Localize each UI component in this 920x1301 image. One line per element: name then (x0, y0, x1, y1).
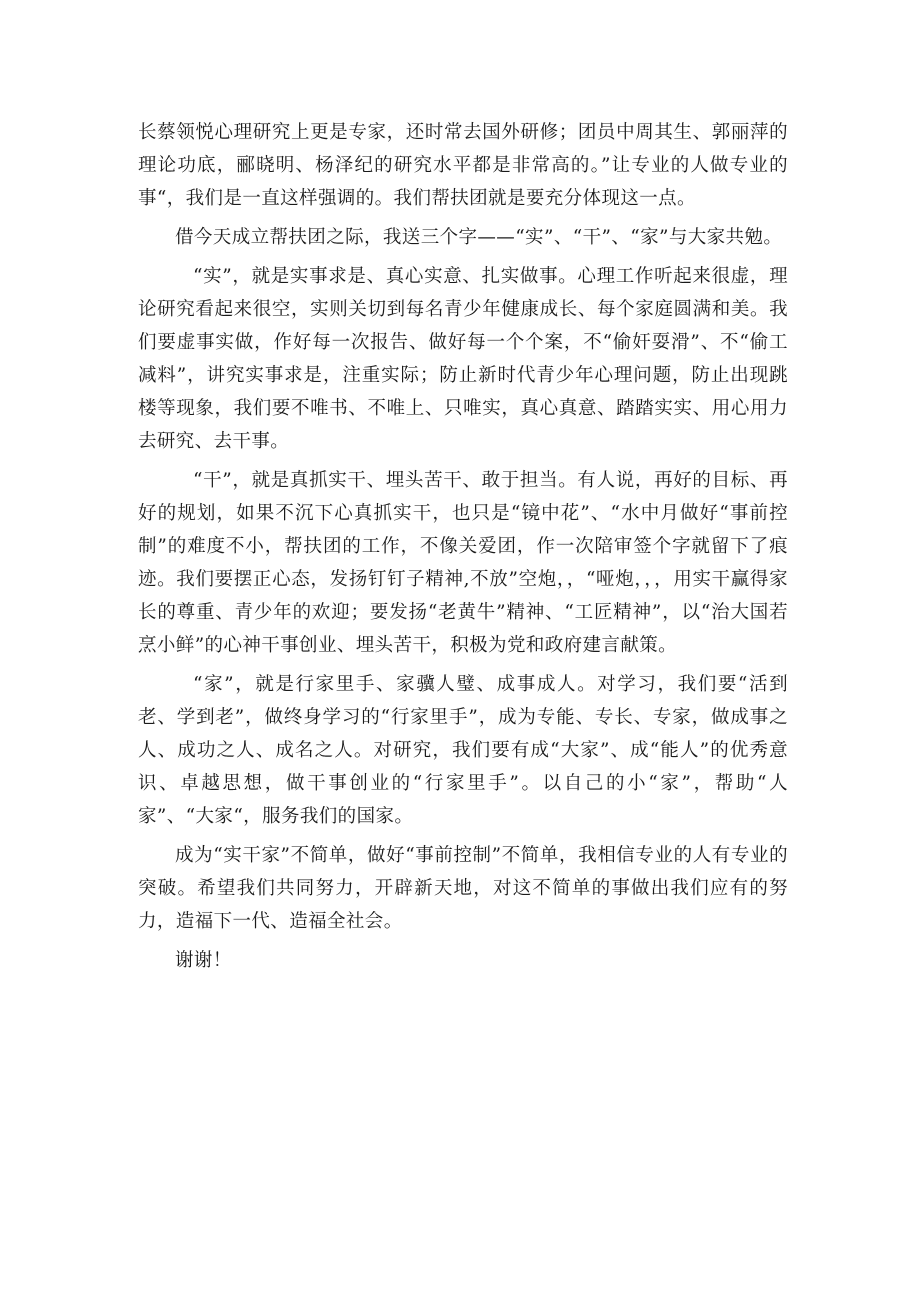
document-body (138, 116, 788, 983)
paragraph-3: “实”，就是实事求是、真心实意、扎实做事。心理工作听起来很虚，理论研究看起来很空，实则关切到每名青少年健康成长、每个家庭圆满和美。我们要虚事实做，作好每一次报告、做好每一个个案，不“偷奸耍滑”、不“偷工减料”，讲究实事求是，注重实际；防止新时代青少年心理问题，防止出现跳楼等现象，我们要不唯书、不唯上、只唯实，真心真意、踏踏实实、用心用力去研究、去干事。 (138, 266, 788, 452)
paragraph-4: “干”，就是真抓实干、埋头苦干、敢于担当。有人说，再好的目标、再好的规划，如果不沉下心真抓实干，也只是“镜中花”、“水中月做好“事前控制”的难度不小，帮扶团的工作，不像关爱团，作一次陪审签个字就留下了痕迹。我们要摆正心态，发扬钉钉子精神,不放”空炮，，“哑炮，，，用实干赢得家长的尊重、青少年的欢迎；要发扬“老黄牛”精神、“工匠精神”，以“治大国若烹小鲜”的心神干事创业、埋头苦干，积极为党和政府建言献策。 (138, 470, 788, 656)
paragraph-2: 借今天成立帮扶团之际，我送三个字——“实”、“干”、“家”与大家共勉。 (175, 227, 783, 248)
paragraph-1: 长蔡领悦心理研究上更是专家，还时常去国外研修；团员中周其生、郭丽萍的理论功底，郦晓明、杨泽纪的研究水平都是非常高的。”让专业的人做专业的事“，我们是一直这样强调的。我们帮扶团就是要充分体现这一点。 (138, 122, 788, 209)
paragraph-6: 成为“实干家”不简单，做好“事前控制”不简单，我相信专业的人有专业的突破。希望我们共同努力，开辟新天地，对这不简单的事做出我们应有的努力，造福下一代、造福全社会。 (138, 845, 788, 932)
paragraph-7: 谢谢！ (175, 950, 232, 971)
paragraph-5: “家”，就是行家里手、家骥人璧、成事成人。对学习，我们要“活到老、学到老”，做终身学习的“行家里手”，成为专能、专长、专家，做成事之人、成功之人、成名之人。对研究，我们要有成“大家”、成“能人”的优秀意识、卓越思想，做干事创业的“行家里手”。以自己的小“家”，帮助“人家”、“大家“，服务我们的国家。 (138, 674, 788, 827)
